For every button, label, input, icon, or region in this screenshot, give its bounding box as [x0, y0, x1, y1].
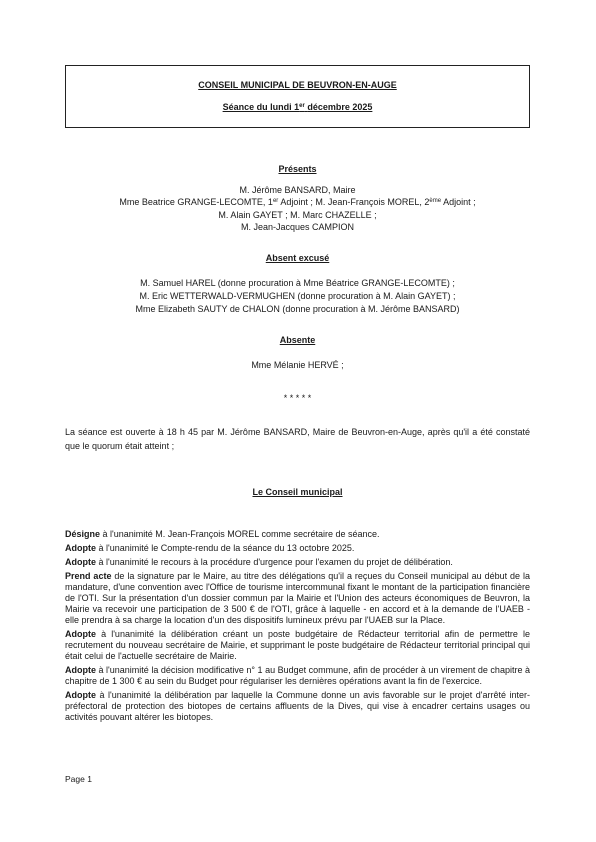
decision-verb: Adopte — [65, 665, 96, 675]
presents-line: M. Alain GAYET ; M. Marc CHAZELLE ; — [218, 209, 377, 220]
absent-excuse-line: Mme Elizabeth SAUTY de CHALON (donne procuration à M. Jérôme BANSARD) — [135, 304, 460, 314]
decision-text: à l'unanimité la décision modificative n° 1 au Budget commune, afin de procéder à un virement de chapitre à chapitre de 1 300 € au sein du Budget pour régulariser les dernières opérations avant la fin de l'exercice. — [65, 665, 530, 686]
absents-excuses-list — [65, 277, 530, 316]
absent-excuse-line: M. Eric WETTERWALD-VERMUGHEN (donne procuration à M. Alain GAYET) ; — [139, 291, 456, 301]
adjoint-2-superscript: ème — [429, 198, 442, 205]
presents-line: M. Jean-Jacques CAMPION — [240, 222, 355, 233]
presents-heading: Présents — [278, 164, 317, 174]
presents-section — [65, 163, 530, 175]
absente-section — [65, 334, 530, 346]
session-date-text: Séance du lundi 1 — [222, 102, 300, 112]
decision-text: à l'unanimité le recours à la procédure d'urgence pour l'examen du projet de délibération. — [98, 557, 453, 567]
decision-verb: Adopte — [65, 557, 96, 567]
decision-text: à l'unanimité M. Jean-François MOREL comme secrétaire de séance. — [102, 529, 380, 539]
decision-text: à l'unanimité la délibération par laquelle la Commune donne un avis favorable sur le projet d'arrêté inter-préfectoral de protection des biotopes de certains affluents de la Dives, qui vise à encadrer certains usages ou activités pouvant altérer les biotopes. — [65, 690, 530, 722]
adjoint-2-rest: Adjoint ; — [443, 197, 476, 208]
adjoint-1-superscript: er — [272, 198, 279, 205]
absents-excuses-heading: Absent excusé — [265, 253, 330, 263]
session-date — [66, 101, 529, 113]
decision-verb: Désigne — [65, 529, 101, 539]
decision-item — [65, 543, 530, 554]
conseil-section — [65, 486, 530, 498]
decision-item — [65, 571, 530, 626]
opening-paragraph: La séance est ouverte à 18 h 45 par M. Jérôme BANSARD, Maire de Beuvron-en-Auge, après qu'il a été constaté que le quorum était atteint ; — [65, 427, 530, 451]
decision-verb: Adopte — [65, 629, 96, 639]
decision-text: de la signature par le Maire, au titre des délégations qu'il a reçues du Conseil municipal au début de la mandature, d'une convention avec l'Office de tourisme intercommunal fixant le montant de la participation financière de l'OTI. Sur la présentation d'un dossier commun par la Mairie et l'Union des acteurs économiques de Beuvron, la Mairie va recevoir une participation de 3 500 € de l'OTI, grâce à laquelle - en accord et à la demande de l'UAEB - elle prendra à sa charge la location d'un des dispositifs lumineux prévu par l'UAEB sur la Place. — [65, 571, 530, 625]
absente-heading: Absente — [279, 335, 316, 345]
decision-verb: Adopte — [65, 543, 96, 553]
decision-item — [65, 557, 530, 568]
decisions-list — [65, 529, 530, 726]
decision-item — [65, 690, 530, 723]
decision-verb: Adopte — [65, 690, 96, 700]
page-number: Page 1 — [65, 774, 92, 784]
decision-verb: Prend acte — [65, 571, 112, 581]
absente-list — [65, 359, 530, 371]
absente-line: Mme Mélanie HERVÉ ; — [251, 360, 344, 370]
absent-excuse-line: M. Samuel HAREL (donne procuration à Mme Béatrice GRANGE-LECOMTE) ; — [140, 278, 455, 288]
decision-text: à l'unanimité la délibération créant un poste budgétaire de Rédacteur territorial afin de permettre le recrutement du nouveau secrétaire de Mairie, et supprimant le poste budgétaire de Rédacteur territorial principal qui était celui de l'actuelle secrétaire de Mairie. — [65, 629, 530, 661]
section-separator: * * * * * — [283, 393, 312, 403]
presents-adjoints — [65, 196, 530, 208]
adjoint-1-text: Mme Beatrice GRANGE-LECOMTE, 1 — [119, 197, 273, 208]
absents-excuses-section — [65, 252, 530, 264]
header-box — [65, 65, 530, 128]
presents-list — [65, 184, 530, 234]
decision-text: à l'unanimité le Compte-rendu de la séance du 13 octobre 2025. — [98, 543, 355, 553]
decision-item — [65, 529, 530, 540]
adjoint-2-text: Adjoint ; M. Jean-François MOREL, 2 — [280, 197, 430, 208]
session-date-superscript: er — [299, 103, 305, 109]
decision-item — [65, 629, 530, 662]
council-title: CONSEIL MUNICIPAL DE BEUVRON-EN-AUGE — [198, 80, 397, 90]
conseil-heading: Le Conseil municipal — [252, 487, 343, 497]
decision-item — [65, 665, 530, 687]
session-date-rest: décembre 2025 — [307, 102, 373, 112]
presents-maire: M. Jérôme BANSARD, Maire — [239, 185, 356, 195]
